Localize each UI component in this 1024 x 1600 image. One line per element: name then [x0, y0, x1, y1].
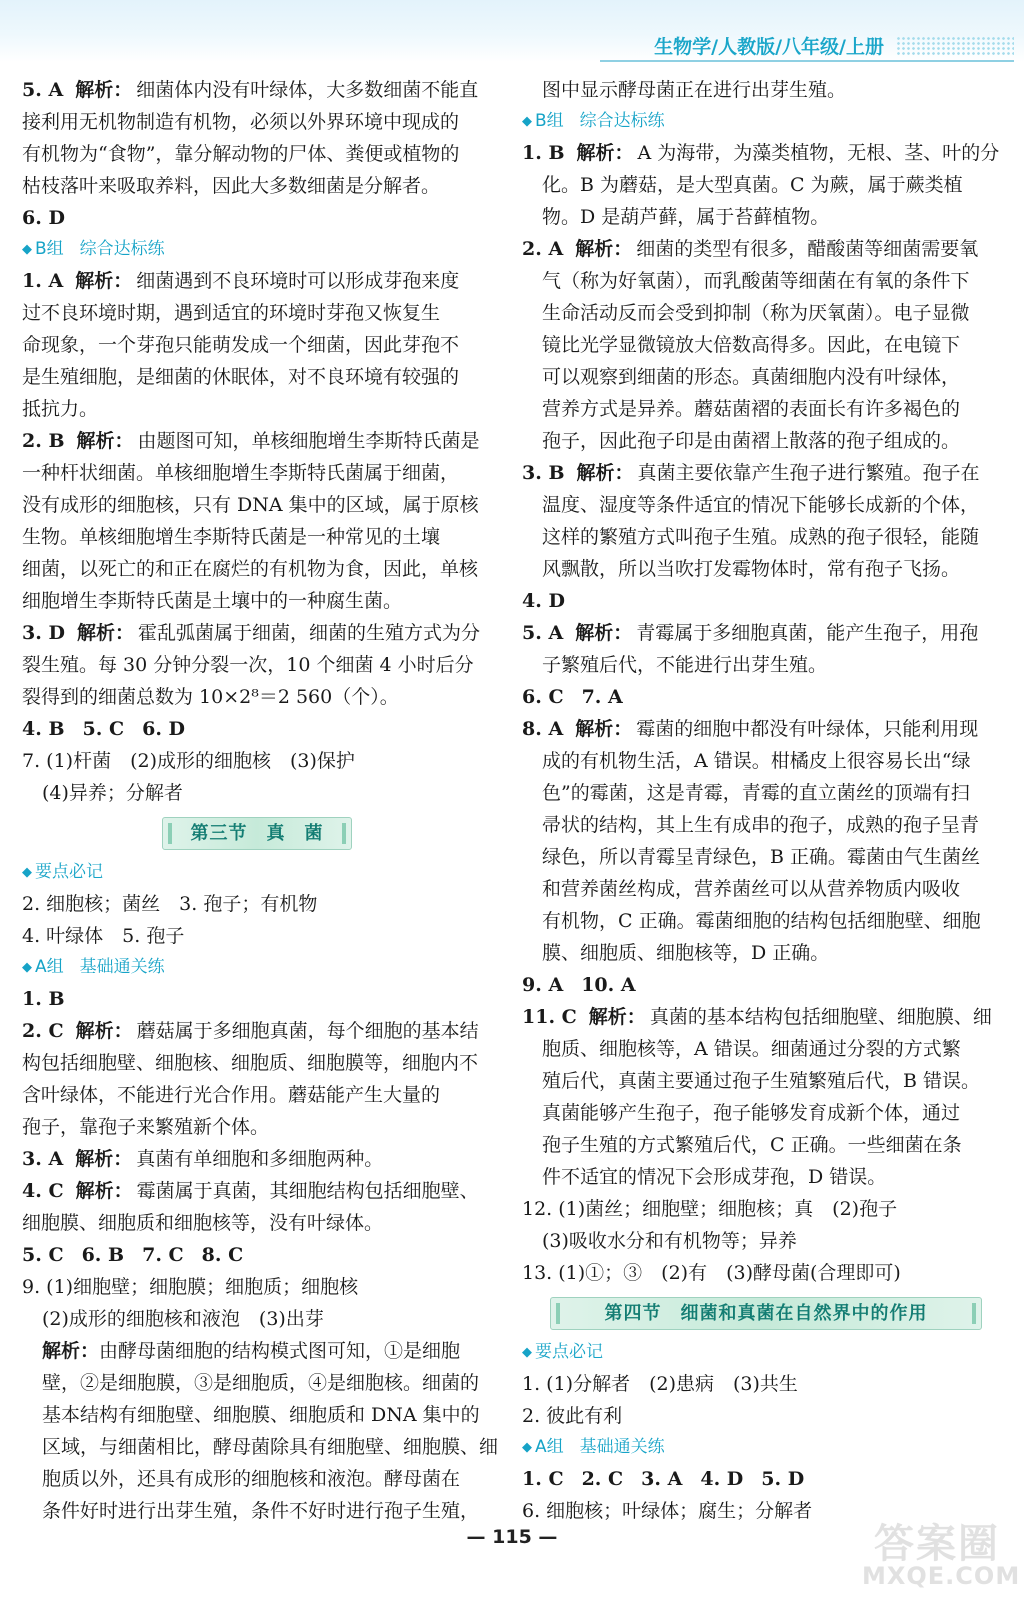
answer-line: 基本结构有细胞壁、细胞膜、细胞质和 DNA 集中的 — [42, 1404, 480, 1426]
diamond-icon: ◆ — [22, 242, 32, 257]
section-title: 第三节 真 菌 — [162, 817, 352, 850]
answer-line: 胞质、细胞核等，A 错误。细菌通过分裂的方式繁 — [542, 1038, 961, 1060]
answer-line: 殖后代，真菌主要通过孢子生殖繁殖后代，B 错误。 — [542, 1070, 981, 1092]
answer-line: 4. D — [522, 590, 565, 612]
diamond-icon: ◆ — [22, 865, 32, 880]
answer-line: 1. (1)分解者 (2)患病 (3)共生 — [522, 1373, 798, 1395]
answer-line: 和营养菌丝构成，营养菌丝可以从营养物质内吸收 — [542, 878, 961, 900]
answer-line: 孢子，因此孢子印是由菌褶上散落的孢子组成的。 — [542, 430, 961, 452]
header-title: 生物学/人教版/八年级/上册 — [654, 36, 884, 58]
answer-line: 细胞膜、细胞质和细胞核等，没有叶绿体。 — [22, 1212, 384, 1234]
answer-line: 2. 细胞核；菌丝 3. 孢子；有机物 — [22, 893, 318, 915]
answer-line: 可以观察到细菌的形态。真菌细胞内没有叶绿体， — [542, 366, 961, 388]
answer-line: 气（称为好氧菌），而乳酸菌等细菌在有氧的条件下 — [542, 270, 970, 292]
answer-line: 3. A 解析： 真菌有单细胞和多细胞两种。 — [22, 1148, 384, 1170]
answer-line: 2. B 解析： 由题图可知，单核细胞增生李斯特氏菌是 — [22, 430, 480, 452]
answer-line: 枯枝落叶来吸取养料，因此大多数细菌是分解者。 — [22, 175, 441, 197]
answer-line: 5. A 解析： 细菌体内没有叶绿体，大多数细菌不能直 — [22, 79, 479, 101]
group-heading: ◆ B组 综合达标练 — [522, 106, 1006, 137]
group-heading: ◆ A组 基础通关练 — [22, 952, 506, 983]
answer-line: 成的有机物生活，A 错误。柑橘皮上很容易长出“绿 — [542, 750, 971, 772]
answer-line: 区域，与细菌相比，酵母菌除具有细胞壁、细胞膜、细 — [42, 1436, 499, 1458]
answer-line: 生命活动反而会受到抑制（称为厌氧菌）。电子显微 — [542, 302, 970, 324]
left-column — [22, 74, 506, 1527]
answer-line: 11. C 解析： 真菌的基本结构包括细胞壁、细胞膜、细 — [522, 1006, 992, 1028]
answer-line: 孢子生殖的方式繁殖后代，C 正确。一些细菌在条 — [542, 1134, 962, 1156]
answer-line: 裂生殖。每 30 分钟分裂一次，10 个细菌 4 小时后分 — [22, 654, 474, 676]
answer-line: 图中显示酵母菌正在进行出芽生殖。 — [542, 79, 847, 101]
answer-line: 9. (1)细胞壁；细胞膜；细胞质；细胞核 — [22, 1276, 359, 1298]
answer-line: 条件好时进行出芽生殖，条件不好时进行孢子生殖， — [42, 1500, 480, 1522]
diamond-icon: ◆ — [522, 1440, 532, 1455]
answer-line: 件不适宜的情况下会形成芽孢，D 错误。 — [542, 1166, 887, 1188]
answer-line: 构包括细胞壁、细胞核、细胞质、细胞膜等，细胞内不 — [22, 1052, 479, 1074]
answer-line: 1. B — [22, 988, 65, 1010]
answer-line: 2. C 解析： 蘑菇属于多细胞真菌，每个细胞的基本结 — [22, 1020, 479, 1042]
answer-line: 帚状的结构，其上生有成串的孢子，成熟的孢子呈青 — [542, 814, 980, 836]
answer-line: 12. (1)菌丝；细胞壁；细胞核；真 (2)孢子 — [522, 1198, 898, 1220]
answer-line: 4. B 5. C 6. D — [22, 718, 186, 740]
answer-line: (4)异养；分解者 — [42, 782, 183, 804]
answer-line: 2. A 解析： 细菌的类型有很多，醋酸菌等细菌需要氧 — [522, 238, 979, 260]
answer-line: 物。D 是葫芦藓，属于苔藓植物。 — [542, 206, 830, 228]
group-heading: ◆ 要点必记 — [22, 857, 506, 888]
watermark-url: MXQE.COM — [862, 1562, 1021, 1590]
page-number: — 115 — — [466, 1526, 558, 1548]
section-banner — [522, 1289, 1006, 1337]
answer-line: 一种杆状细菌。单核细胞增生李斯特氏菌属于细菌， — [22, 462, 460, 484]
header-divider — [600, 60, 1014, 62]
answer-line: 4. C 解析： 霉菌属于真菌，其细胞结构包括细胞壁、 — [22, 1180, 479, 1202]
answer-line: 裂得到的细菌总数为 10×2⁸＝2 560（个）。 — [22, 686, 399, 708]
answer-line: 1. B 解析： A 为海带，为藻类植物，无根、茎、叶的分 — [522, 142, 1000, 164]
diamond-icon: ◆ — [522, 1345, 532, 1360]
answer-line: 没有成形的细胞核，只有 DNA 集中的区域，属于原核 — [22, 494, 479, 516]
answer-line: 6. C 7. A — [522, 686, 623, 708]
site-watermark — [862, 1512, 1021, 1594]
watermark-logo-text: 答案圈 — [874, 1521, 1000, 1567]
answer-line: 4. 叶绿体 5. 孢子 — [22, 925, 185, 947]
answer-line: 化。B 为蘑菇，是大型真菌。C 为蕨，属于蕨类植 — [542, 174, 963, 196]
answer-line: 解析：由酵母菌细胞的结构模式图可知，①是细胞 — [42, 1340, 461, 1362]
answer-line: 8. A 解析： 霉菌的细胞中都没有叶绿体，只能利用现 — [522, 718, 979, 740]
answer-line: 真菌能够产生孢子，孢子能够发育成新个体，通过 — [542, 1102, 961, 1124]
answer-line: 2. 彼此有利 — [522, 1405, 623, 1427]
answer-line: 是生殖细胞，是细菌的休眠体，对不良环境有较强的 — [22, 366, 460, 388]
answer-line: 9. A 10. A — [522, 974, 636, 996]
answer-line: 过不良环境时期，遇到适宜的环境时芽孢又恢复生 — [22, 302, 441, 324]
answer-line: 有机物为“食物”，靠分解动物的尸体、粪便或植物的 — [22, 143, 460, 165]
answer-line: 接利用无机物制造有机物，必须以外界环境中现成的 — [22, 111, 460, 133]
answer-line: 膜、细胞质、细胞核等，D 正确。 — [542, 942, 830, 964]
answer-line: 6. D — [22, 207, 65, 229]
answer-line: 3. B 解析： 真菌主要依靠产生孢子进行繁殖。孢子在 — [522, 462, 980, 484]
answer-line: 1. A 解析： 细菌遇到不良环境时可以形成芽孢来度 — [22, 270, 460, 292]
group-heading: ◆ B组 综合达标练 — [22, 234, 506, 265]
answer-line: (3)吸收水分和有机物等；异养 — [542, 1230, 797, 1252]
right-column — [522, 74, 1006, 1527]
group-heading: ◆ A组 基础通关练 — [522, 1432, 1006, 1463]
answer-line: 风飘散，所以当吹打发霉物体时，常有孢子飞扬。 — [542, 558, 961, 580]
answer-line: 孢子，靠孢子来繁殖新个体。 — [22, 1116, 270, 1138]
answer-line: 营养方式是异养。蘑菇菌褶的表面长有许多褐色的 — [542, 398, 961, 420]
section-banner — [22, 809, 506, 857]
answer-line: 6. 细胞核；叶绿体；腐生；分解者 — [522, 1500, 813, 1522]
answer-line: 细胞增生李斯特氏菌是土壤中的一种腐生菌。 — [22, 590, 403, 612]
answer-line: 5. A 解析： 青霉属于多细胞真菌，能产生孢子，用孢 — [522, 622, 979, 644]
group-heading: ◆ 要点必记 — [522, 1337, 1006, 1368]
answer-line: 细菌，以死亡的和正在腐烂的有机物为食，因此，单核 — [22, 558, 479, 580]
diamond-icon: ◆ — [22, 960, 32, 975]
answer-line: 命现象，一个芽孢只能萌发成一个细菌，因此芽孢不 — [22, 334, 460, 356]
answer-line: 壁，②是细胞膜，③是细胞质，④是细胞核。细菌的 — [42, 1372, 480, 1394]
answer-line: 绿色，所以青霉呈青绿色，B 正确。霉菌由气生菌丝 — [542, 846, 981, 868]
answer-line: 含叶绿体，不能进行光合作用。蘑菇能产生大量的 — [22, 1084, 441, 1106]
answer-line: 抵抗力。 — [22, 398, 99, 420]
answer-line: (2)成形的细胞核和液泡 (3)出芽 — [42, 1308, 324, 1330]
answer-line: 13. (1)①；③ (2)有 (3)酵母菌(合理即可) — [522, 1262, 901, 1284]
answer-line: 1. C 2. C 3. A 4. D 5. D — [522, 1468, 805, 1490]
answer-line: 7. (1)杆菌 (2)成形的细胞核 (3)保护 — [22, 750, 355, 772]
answer-line: 有机物，C 正确。霉菌细胞的结构包括细胞壁、细胞 — [542, 910, 981, 932]
answer-line: 3. D 解析： 霍乱弧菌属于细菌，细菌的生殖方式为分 — [22, 622, 480, 644]
section-title: 第四节 细菌和真菌在自然界中的作用 — [550, 1297, 982, 1330]
diamond-icon: ◆ — [522, 114, 532, 129]
answer-line: 子繁殖后代，不能进行出芽生殖。 — [542, 654, 828, 676]
answer-line: 镜比光学显微镜放大倍数高得多。因此，在电镜下 — [542, 334, 961, 356]
answer-line: 胞质以外，还具有成形的细胞核和液泡。酵母菌在 — [42, 1468, 461, 1490]
answer-line: 色”的霉菌，这是青霉，青霉的直立菌丝的顶端有扫 — [542, 782, 970, 804]
header-dot-pattern — [896, 36, 1014, 56]
answer-line: 这样的繁殖方式叫孢子生殖。成熟的孢子很轻，能随 — [542, 526, 980, 548]
answer-line: 温度、湿度等条件适宜的情况下能够长成新的个体， — [542, 494, 980, 516]
answer-line: 5. C 6. B 7. C 8. C — [22, 1244, 244, 1266]
answer-line: 生物。单核细胞增生李斯特氏菌是一种常见的土壤 — [22, 526, 441, 548]
